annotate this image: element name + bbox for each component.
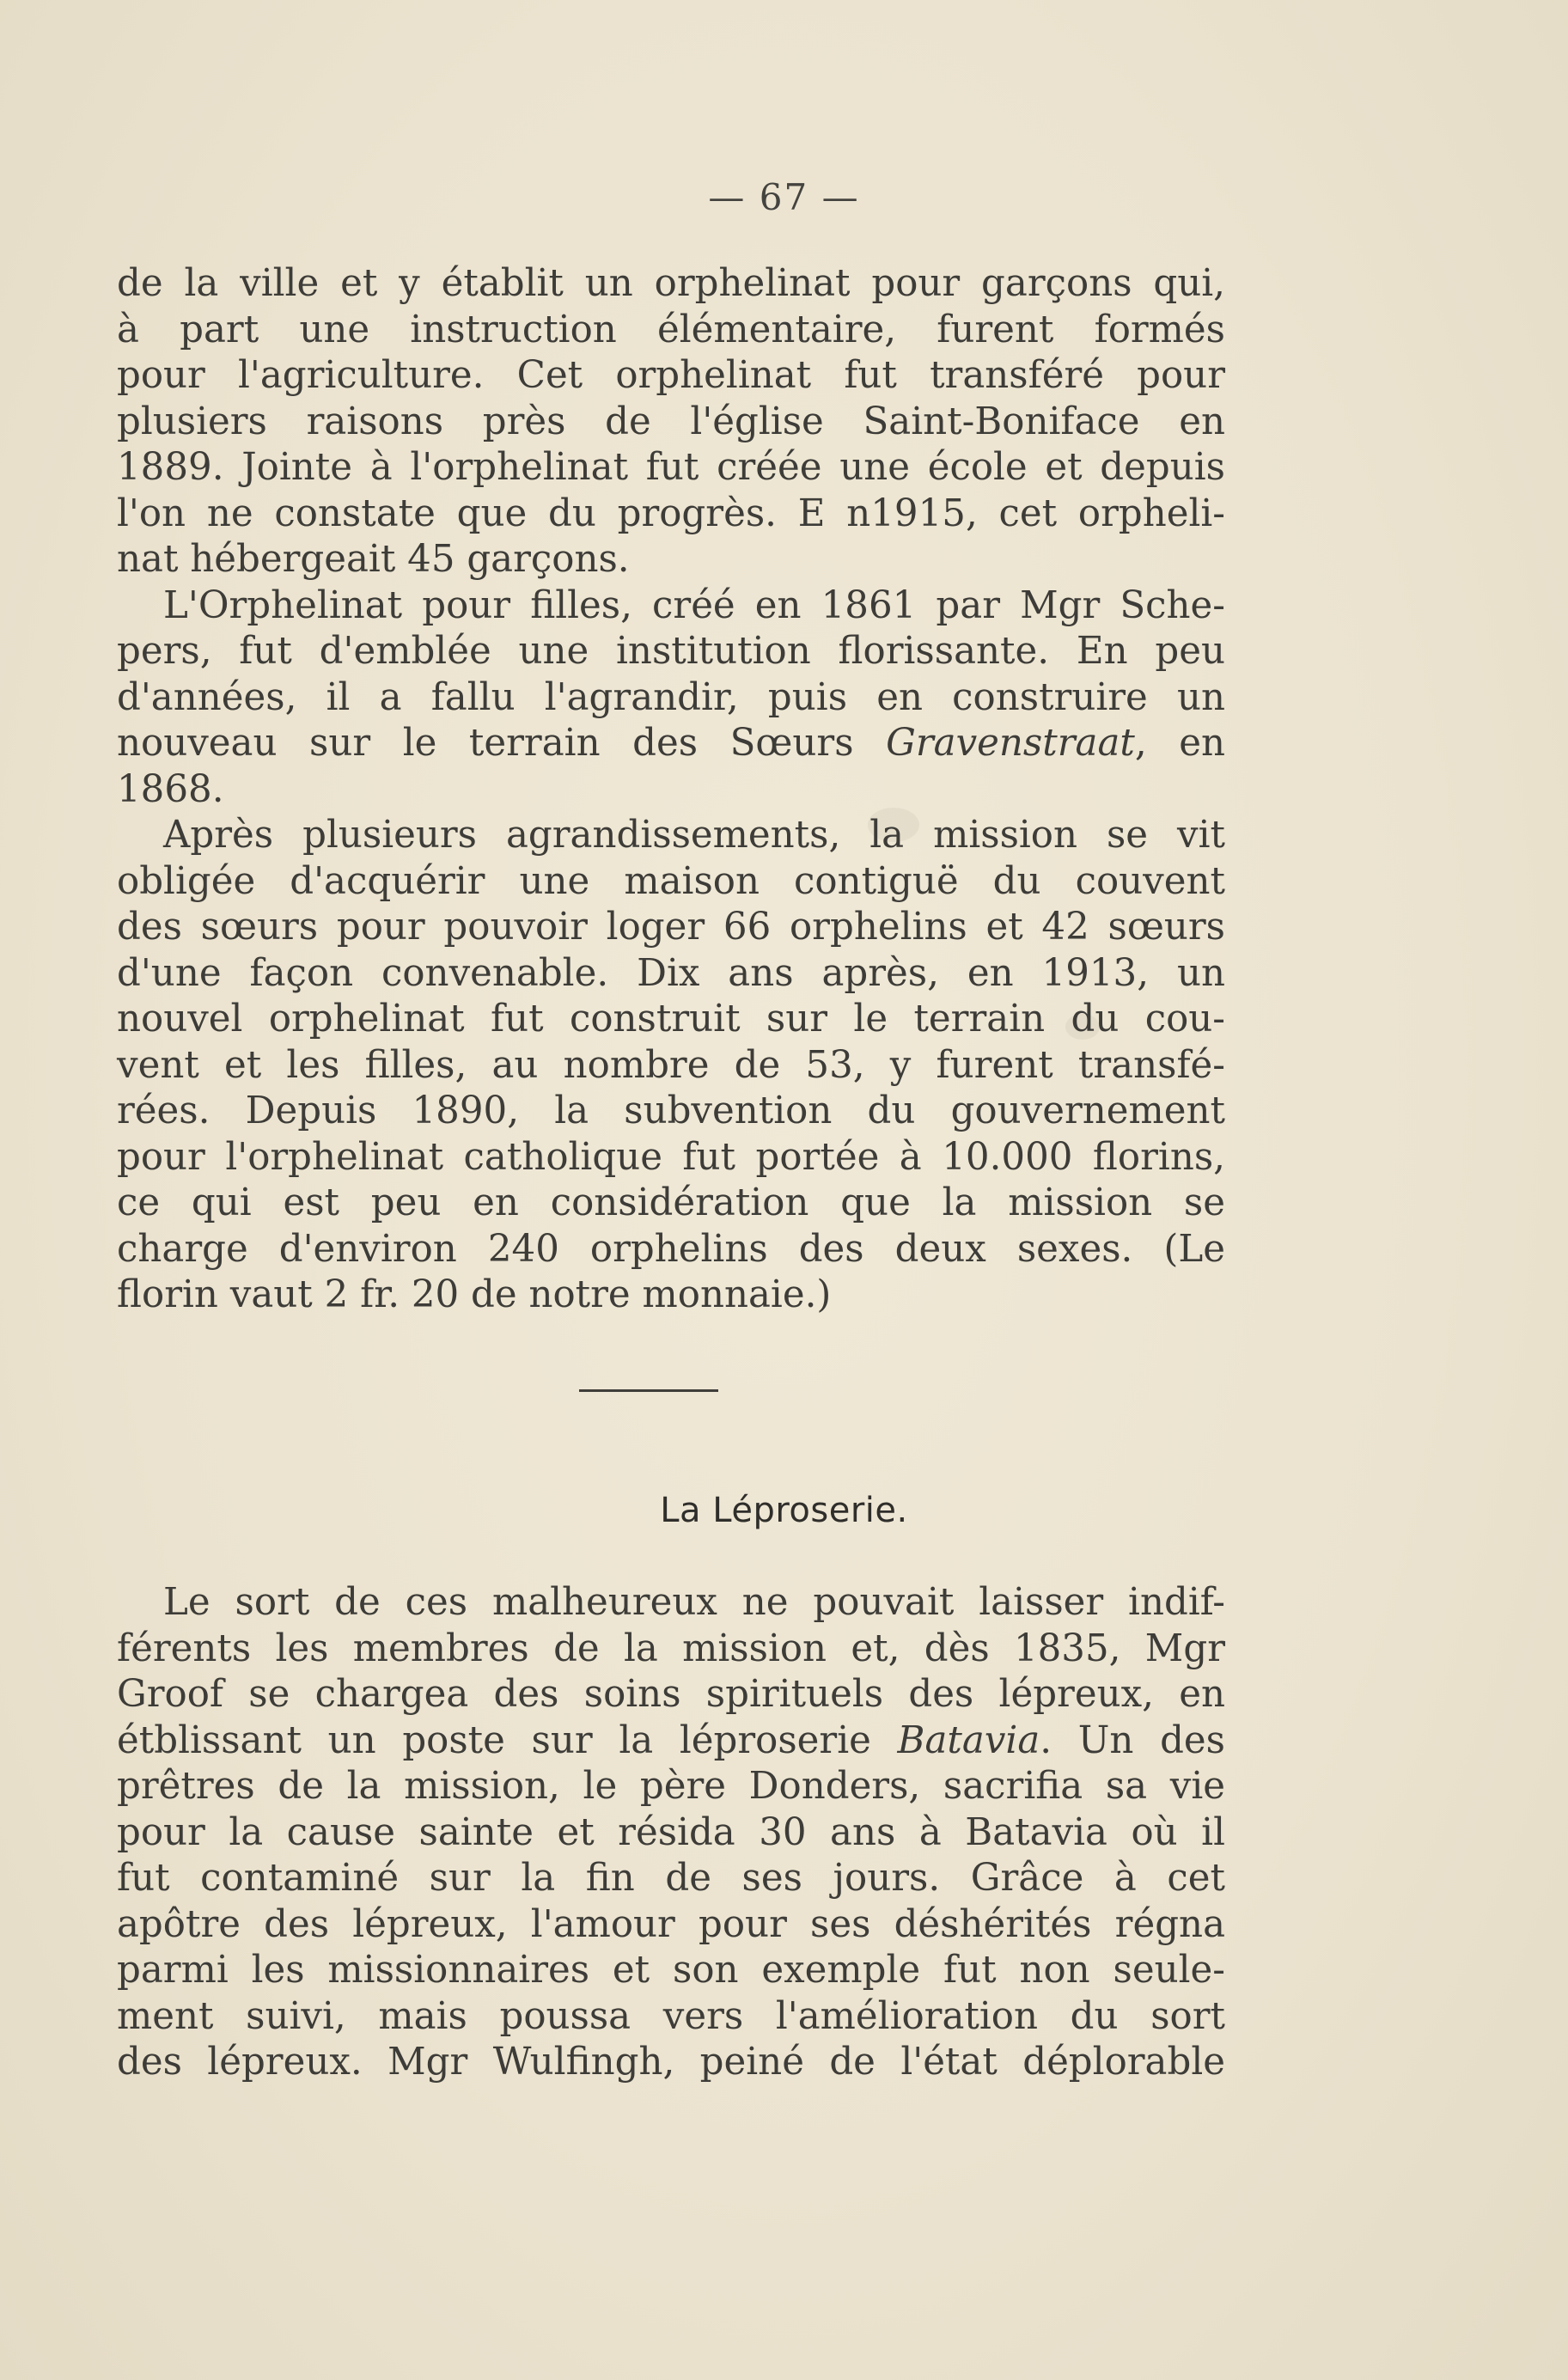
text-line: Après plusieurs agrandissements, la mission se vit [163,814,1225,857]
text-line: pour la cause sainte et résida 30 ans à Batavia où il [117,1810,1225,1854]
body-text-orphelinats [117,261,1225,1319]
text-line: de la ville et y établit un orphelinat pour garçons qui, [117,262,1225,305]
text-line: florin vaut 2 fr. 20 de notre monnaie.) [117,1273,832,1316]
text-line: l'on ne constate que du progrès. E n1915, cet orpheli- [117,491,1225,535]
text-line: pour l'orphelinat catholique fut portée à 10.000 florins, [117,1135,1225,1179]
text-line: des sœurs pour pouvoir loger 66 orphelins et 42 sœurs [117,906,1225,949]
text-line: plusiers raisons près de l'église Saint-Boniface en [117,400,1225,443]
text-line: 1868. [117,767,224,811]
text-line-with-italic [117,1718,1225,1765]
text-line: nouvel orphelinat fut construit sur le terrain du cou- [117,998,1225,1040]
text-line: apôtre des lépreux, l'amour pour ses déshérités régna [117,1902,1225,1946]
text-line: à part une instruction élémentaire, furent formés [117,308,1225,351]
body-text-leproserie [117,1580,1225,2086]
text-segment: . Un des [1040,1718,1225,1762]
text-line: obligée d'acquérir une maison contiguë du couvent [117,859,1225,903]
text-line: vent et les filles, au nombre de 53, y furent transfé- [117,1043,1225,1087]
text-line: Le sort de ces malheureux ne pouvait laisser indif- [163,1581,1225,1624]
text-line: rées. Depuis 1890, la subvention du gouvernement [117,1089,1225,1132]
street-name-italic: Gravenstraat [886,722,1135,765]
text-segment: étblissant un poste sur la léproserie [117,1718,871,1762]
text-line: d'années, il a fallu l'agrandir, puis en construire un [117,675,1225,719]
text-line: Groof se chargea des soins spirituels des lépreux, en [117,1673,1225,1716]
place-name-italic: Batavia [897,1718,1040,1762]
text-segment: nouveau sur le terrain des Sœurs [117,722,854,765]
text-line: parmi les missionnaires et son exemple fut non seule- [117,1949,1225,1992]
text-line: pour l'agriculture. Cet orphelinat fut transféré pour [117,354,1225,397]
text-line: pers, fut d'emblée une institution florissante. En peu [117,630,1225,673]
text-line: d'une façon convenable. Dix ans après, en 1913, un [117,951,1225,995]
text-line: nat hébergeait 45 garçons. [117,538,630,581]
text-line: fut contaminé sur la fin de ses jours. Grâce à cet [117,1857,1225,1900]
text-line: des lépreux. Mgr Wulfingh, peiné de l'état déplorable [117,2041,1225,2084]
page-number: — 67 — [708,176,860,218]
text-line: ce qui est peu en considération que la mission se [117,1181,1225,1224]
text-line: férents les membres de la mission et, dès 1835, Mgr [117,1626,1225,1670]
text-segment: , en [1134,722,1225,765]
section-title: La Léproserie. [660,1491,908,1530]
text-line: 1889. Jointe à l'orphelinat fut créée une école et depuis [117,446,1225,489]
text-line: ment suivi, mais poussa vers l'amélioration du sort [117,1994,1225,2038]
text-line: L'Orphelinat pour filles, créé en 1861 par Mgr Sche- [163,583,1225,627]
text-line: charge d'environ 240 orphelins des deux sexes. (Le [117,1227,1225,1271]
text-line: prêtres de la mission, le père Donders, sacrifia sa vie [117,1765,1225,1808]
section-divider [579,1389,718,1392]
text-line-with-italic [117,721,1225,767]
